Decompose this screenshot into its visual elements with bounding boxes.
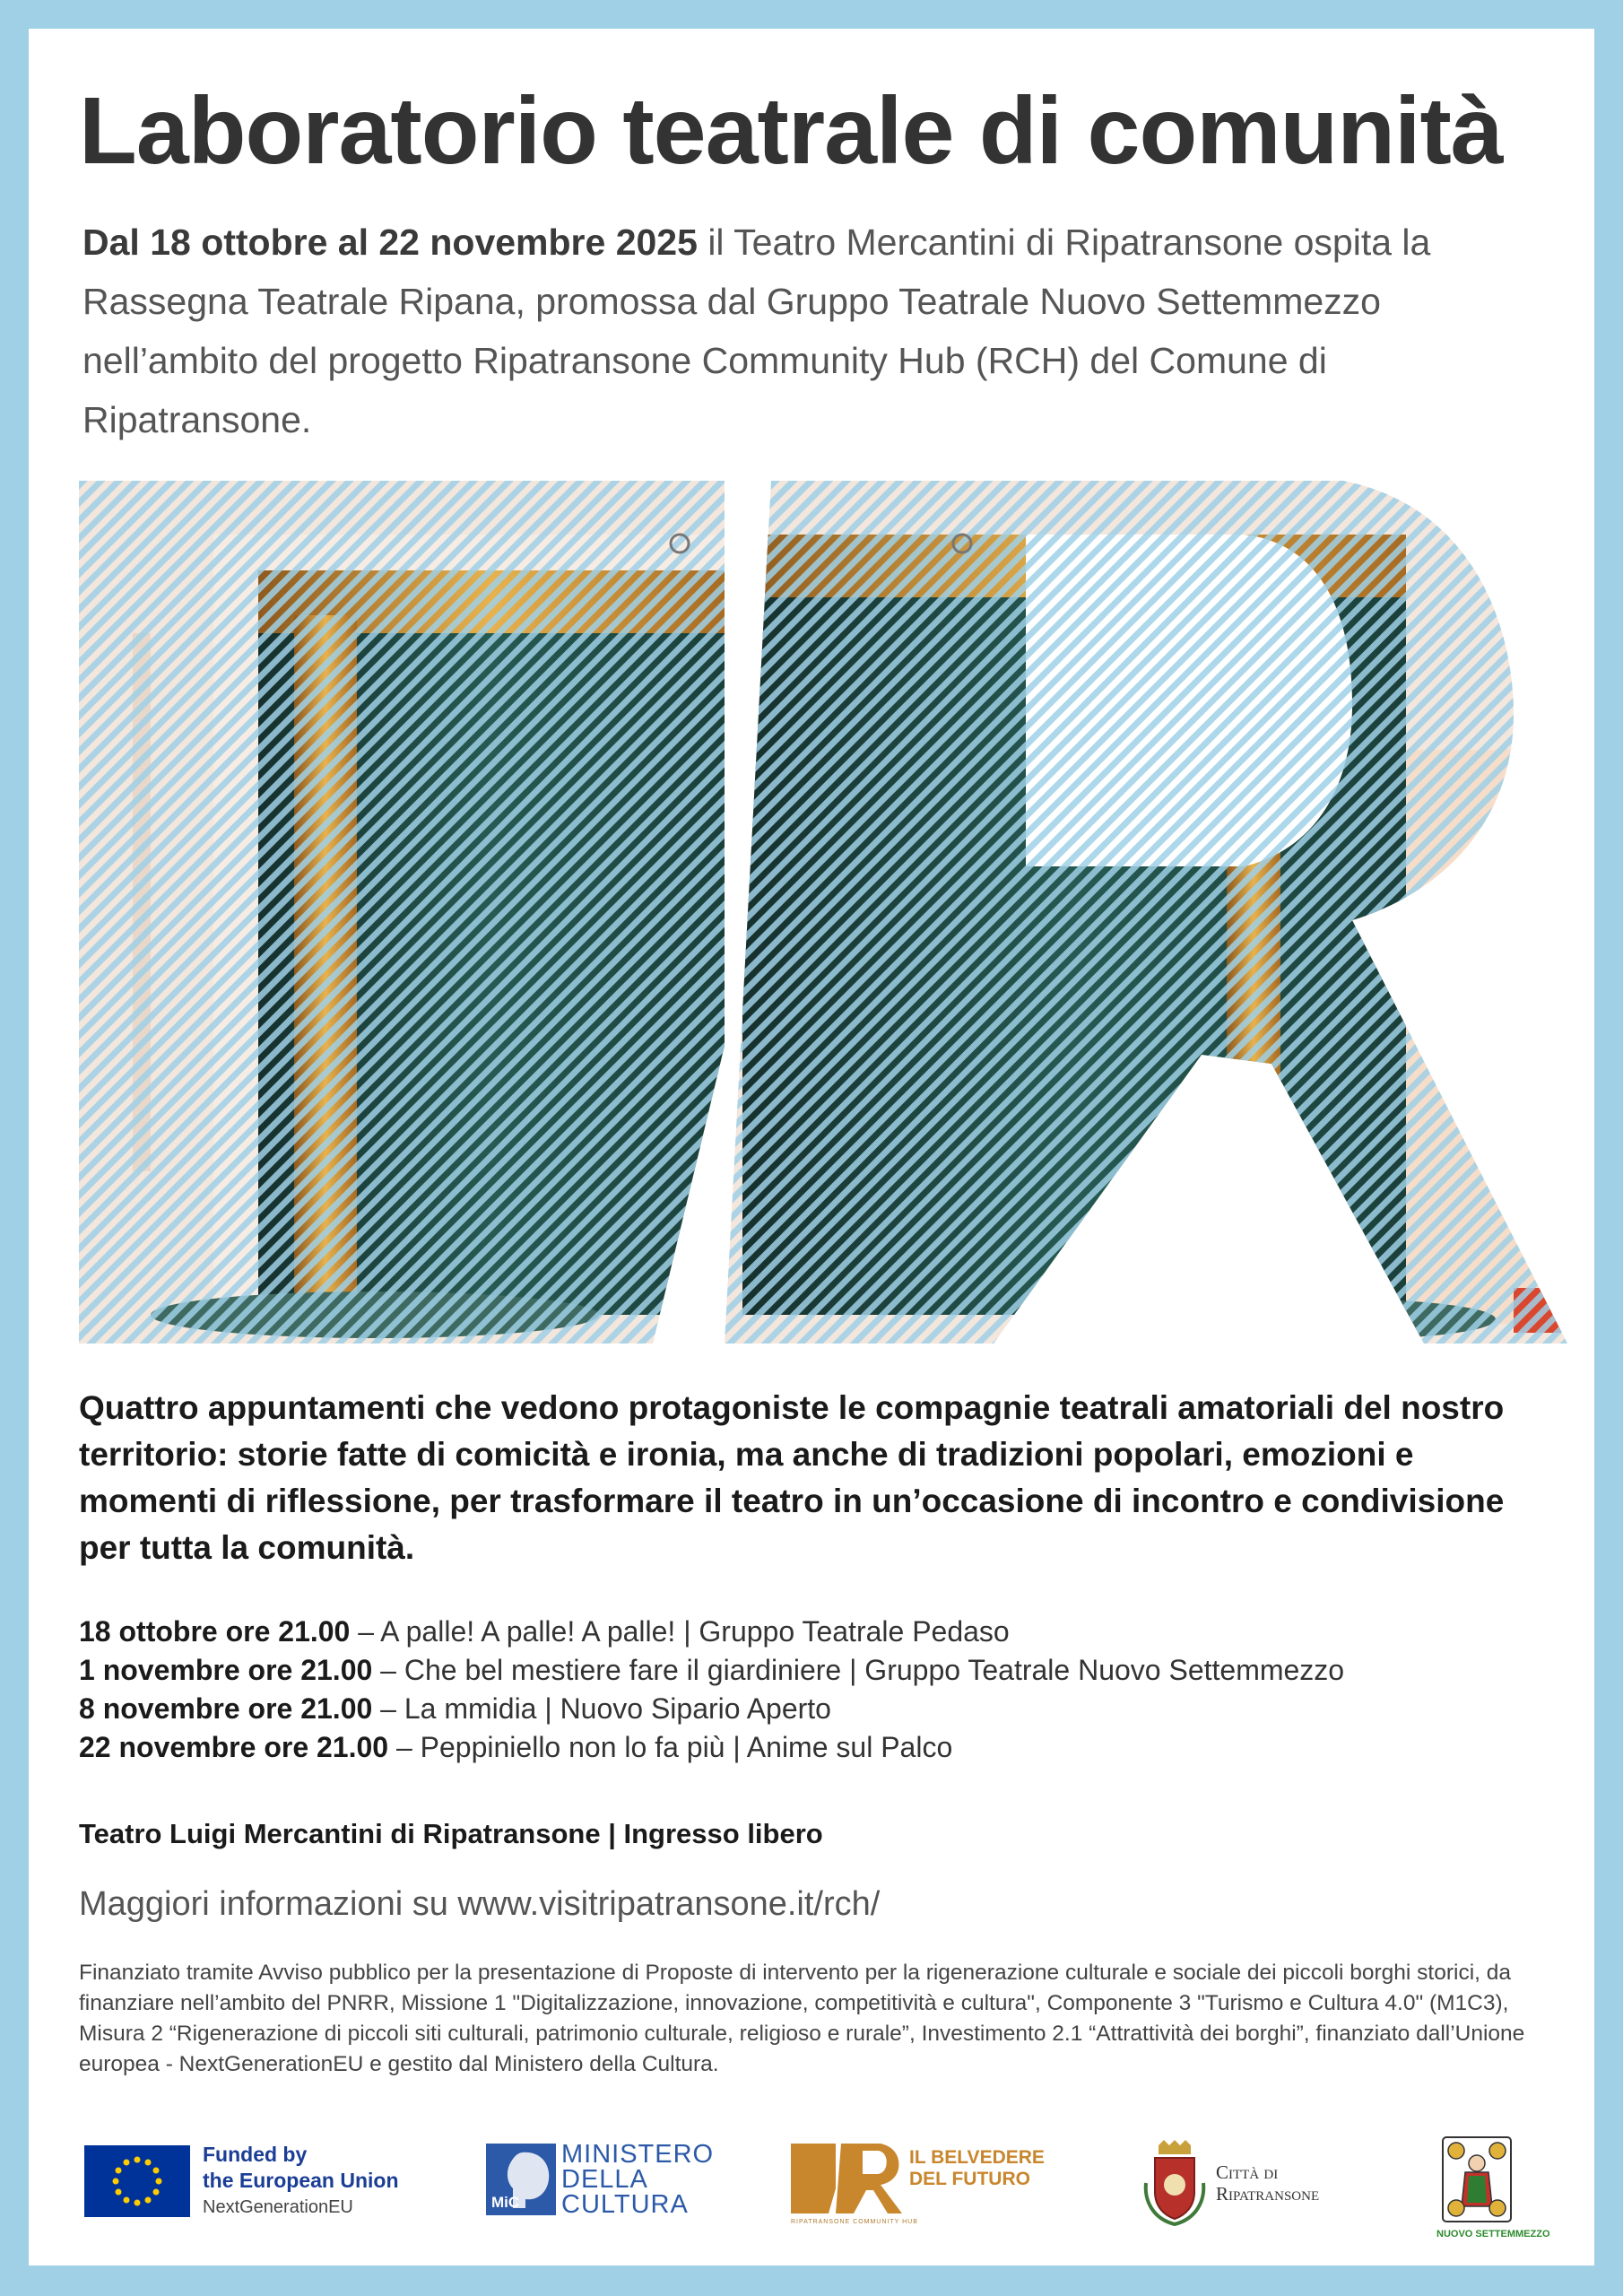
event-item: [79, 1651, 1558, 1690]
nuovo-label: NUOVO SETTEMMEZZO: [1436, 2229, 1550, 2239]
eu-logo: [84, 2142, 399, 2221]
event-date: 8 novembre ore 21.00: [79, 1692, 373, 1725]
mic-line1: MINISTERO: [561, 2140, 715, 2169]
intro-dates: Dal 18 ottobre al 22 novembre 2025: [82, 222, 698, 263]
event-item: [79, 1613, 1558, 1651]
lead-paragraph: Quattro appuntamenti che vedono protagoniste le compagnie teatrali amatoriali del nostro territorio: storie fatte di comicità e ironia, ma anche di tradizioni popolari, emozioni e momenti di riflessione, per trasformare il teatro in un’occasione di incontro e condivisione per tutta la comunità.: [79, 1389, 1505, 1566]
belvedere-line2: DEL FUTURO: [909, 2169, 1030, 2189]
event-title: – Peppiniello non lo fa più | Anime sul Palco: [388, 1731, 953, 1763]
poster-title: Laboratorio teatrale di comunità: [79, 78, 1503, 184]
citta-line1: Città di: [1216, 2161, 1279, 2183]
event-title: – Che bel mestiere fare il giardiniere | Gruppo Teatrale Nuovo Settemmezzo: [372, 1654, 1345, 1686]
belvedere-sub: RIPATRANSONE COMMUNITY HUB: [791, 2219, 918, 2225]
event-item: [79, 1690, 1558, 1728]
event-list: [79, 1613, 1558, 1767]
event-item: [79, 1728, 1558, 1767]
logo-strip: [29, 2118, 1594, 2253]
hero-illustration: [79, 481, 1569, 1344]
intro-paragraph: [82, 213, 1562, 449]
belvedere-r-icon: [791, 2144, 918, 2225]
eu-flag-icon: [84, 2145, 190, 2217]
mic-logo: [486, 2142, 714, 2217]
eu-line2: the European Union: [203, 2169, 399, 2192]
event-date: 18 ottobre ore 21.00: [79, 1615, 351, 1648]
more-info-link[interactable]: Maggiori informazioni su www.visitripatransone.it/rch/: [79, 1885, 881, 1923]
mic-mark-text: MiC: [491, 2194, 520, 2211]
citta-line2: Ripatransone: [1216, 2183, 1320, 2205]
nuovo-settemmezzo-logo: [1436, 2136, 1550, 2239]
event-date: 22 novembre ore 21.00: [79, 1731, 389, 1763]
intro-text: il Teatro Mercantini di Ripatransone ospita la Rassegna Teatrale Ripana, promossa dal Gruppo Teatrale Nuovo Settemmezzo nell’ambito del progetto Ripatransone Community Hub (RCH) del Comune di Ripatransone.: [82, 222, 1431, 440]
eu-line3: NextGenerationEU: [203, 2197, 353, 2217]
playing-card-icon: [1442, 2136, 1512, 2222]
belvedere-logo: [791, 2144, 1045, 2225]
belvedere-line1: IL BELVEDERE: [909, 2147, 1045, 2168]
event-title: – La mmidia | Nuovo Sipario Aperto: [372, 1692, 831, 1725]
mic-line3: CULTURA: [561, 2190, 689, 2219]
poster: [29, 29, 1594, 2266]
venue-line: Teatro Luigi Mercantini di Ripatransone | Ingresso libero: [79, 1818, 823, 1849]
mic-line2: DELLA: [561, 2165, 648, 2194]
citta-logo: [1141, 2138, 1319, 2228]
stripe-overlay: [79, 481, 1567, 1344]
event-title: – A palle! A palle! A palle! | Gruppo Teatrale Pedaso: [350, 1615, 1010, 1648]
crest-icon: [1141, 2138, 1209, 2228]
funding-notice: Finanziato tramite Avviso pubblico per la presentazione di Proposte di intervento per la rigenerazione culturale e sociale dei piccoli borghi storici, da finanziare nell’ambito del PNRR, Missione 1 "Digitalizzazione, innovazione, competitività e cultura", Componente 3 "Turismo e Cultura 4.0" (M1C3), Misura 2 “Rigenerazione di piccoli siti culturali, patrimonio culturale, religioso e rurale”, Investimento 2.1 “Attrattività dei borghi”, finanziato dall’Unione europea - NextGenerationEU e gestito dal Ministero della Cultura.: [79, 1961, 1525, 2076]
event-date: 1 novembre ore 21.00: [79, 1654, 373, 1686]
mic-mark-icon: [486, 2144, 556, 2215]
eu-line1: Funded by: [203, 2143, 308, 2166]
